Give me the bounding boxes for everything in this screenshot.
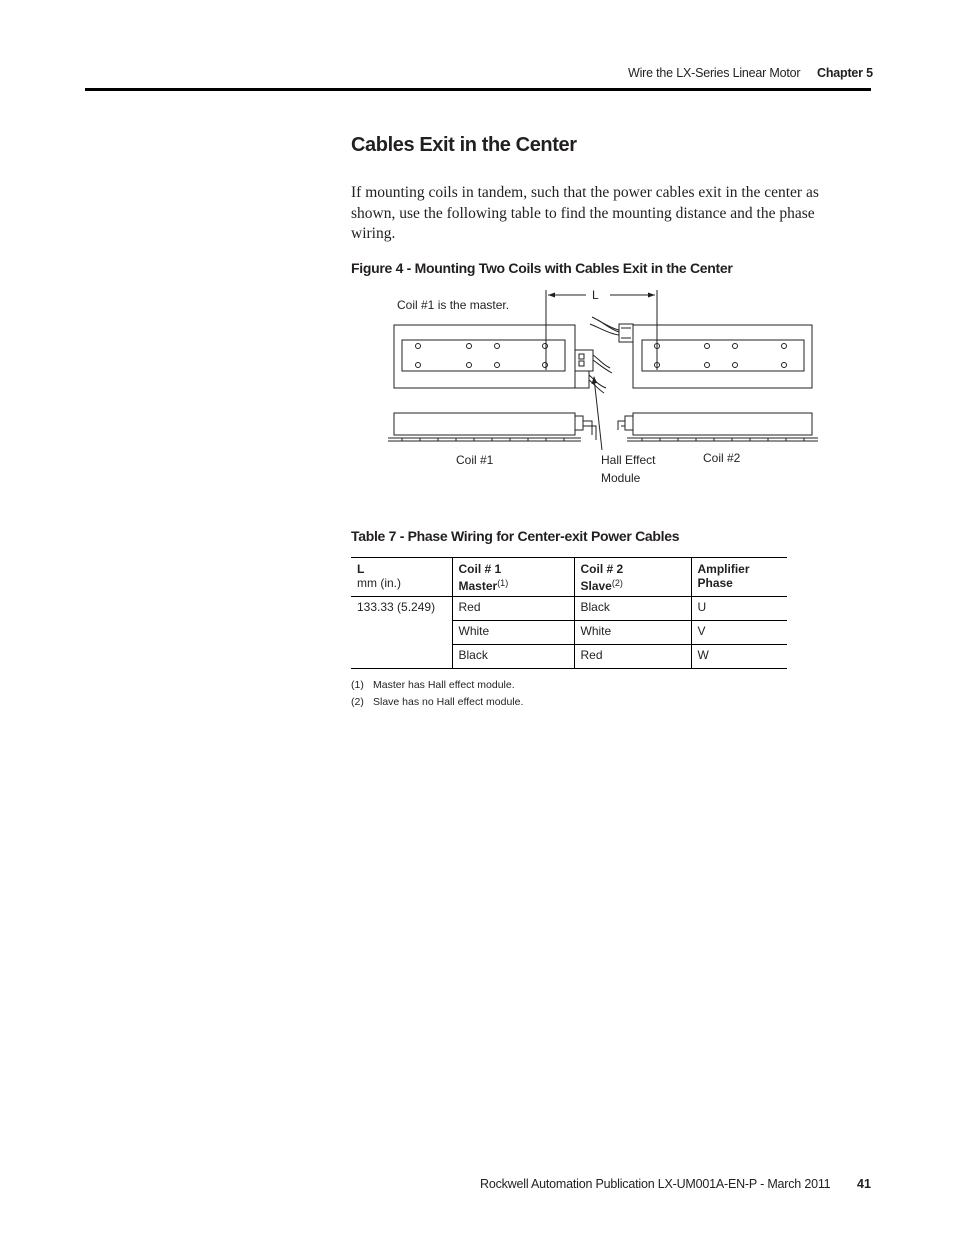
header-amplifier-phase <box>691 558 787 597</box>
figure-caption: Figure 4 - Mounting Two Coils with Cables Exit in the Center <box>351 260 733 276</box>
running-header-title: Wire the LX-Series Linear Motor <box>628 66 801 80</box>
page-number: 41 <box>857 1177 871 1191</box>
hall-effect-label-line2: Module <box>601 471 641 485</box>
table-caption: Table 7 - Phase Wiring for Center-exit Power Cables <box>351 528 680 544</box>
dimension-l <box>546 290 657 370</box>
footnote-1-mark: (1) <box>351 679 364 691</box>
header-rule <box>85 88 871 91</box>
coil2-top-view <box>590 317 812 388</box>
header-coil2-line2: Slave <box>580 579 612 593</box>
header-amp-line2: Phase <box>697 576 733 590</box>
cell-phase: V <box>691 621 787 645</box>
table-header-row <box>351 558 787 597</box>
coil2-side-view <box>618 413 818 441</box>
hall-effect-label-line1: Hall Effect <box>601 453 656 467</box>
header-l-unit: mm (in.) <box>357 576 401 590</box>
cell-coil1: White <box>452 621 574 645</box>
footer-publication: Rockwell Automation Publication LX-UM001A-EN-P - March 2011 <box>480 1177 831 1191</box>
dimension-label: L <box>592 288 599 302</box>
phase-wiring-table <box>351 557 787 669</box>
cell-coil1: Red <box>452 597 574 621</box>
footnote-1 <box>351 679 515 691</box>
coil-mounting-figure <box>380 280 830 500</box>
coil1-top-view <box>394 325 612 393</box>
header-coil1 <box>452 558 574 597</box>
cell-phase: U <box>691 597 787 621</box>
coil1-label: Coil #1 <box>456 453 494 467</box>
header-coil2-line1: Coil # 2 <box>580 562 624 576</box>
coil2-label: Coil #2 <box>703 451 741 465</box>
running-header-chapter: Chapter 5 <box>817 66 873 80</box>
cell-coil2: Red <box>574 645 691 669</box>
cell-coil1: Black <box>452 645 574 669</box>
coil1-side-view <box>388 413 596 441</box>
cell-coil2: Black <box>574 597 691 621</box>
footnote-2-mark: (2) <box>351 696 364 708</box>
footnote-1-text: Master has Hall effect module. <box>373 679 515 691</box>
cell-coil2: White <box>574 621 691 645</box>
footnote-2-text: Slave has no Hall effect module. <box>373 696 524 708</box>
master-note: Coil #1 is the master. <box>397 298 510 312</box>
header-coil1-line1: Coil # 1 <box>458 562 502 576</box>
footnote-2 <box>351 696 523 708</box>
footnote-ref-1: (1) <box>497 578 509 588</box>
header-l <box>351 558 452 597</box>
header-l-title: L <box>357 562 365 576</box>
footnote-ref-2: (2) <box>611 578 623 588</box>
cell-phase: W <box>691 645 787 669</box>
table-row <box>351 597 787 621</box>
cell-l-value: 133.33 (5.249) <box>351 597 452 669</box>
header-coil1-line2: Master <box>458 579 498 593</box>
body-paragraph: If mounting coils in tandem, such that the power cables exit in the center as shown, use the following table to find the mounting distance and the phase wiring. <box>351 184 819 242</box>
header-amp-line1: Amplifier <box>697 562 750 576</box>
section-title: Cables Exit in the Center <box>351 134 577 156</box>
header-coil2 <box>574 558 691 597</box>
